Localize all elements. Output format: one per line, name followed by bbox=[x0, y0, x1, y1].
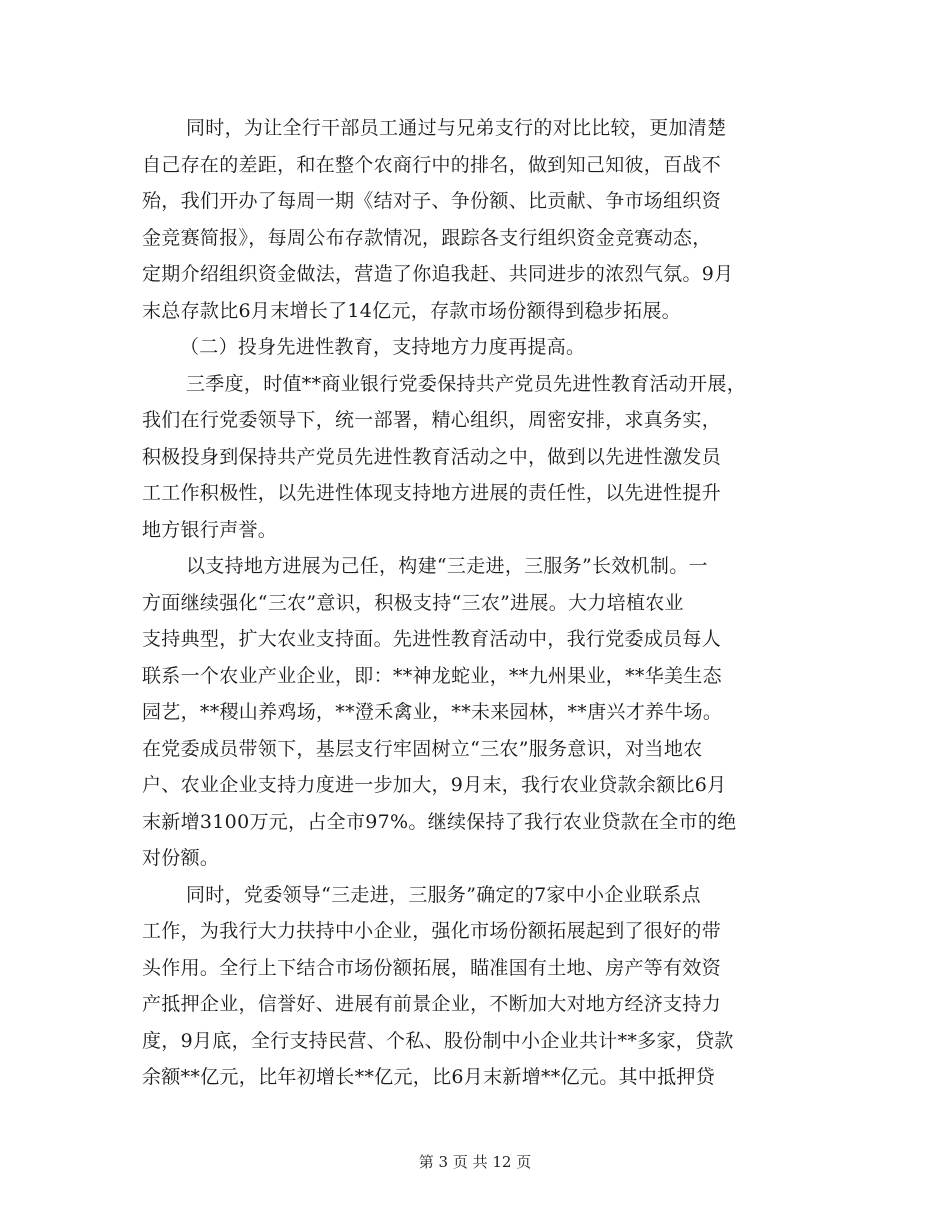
text-line: 自己存在的差距，和在整个农商行中的排名，做到知己知彼，百战不 bbox=[142, 153, 722, 176]
paragraph bbox=[142, 548, 804, 877]
text-line: 末总存款比6月末增长了14亿元，存款市场份额得到稳步拓展。 bbox=[142, 299, 681, 322]
text-line: 产抵押企业，信誉好、进展有前景企业，不断加大对地方经济支持力 bbox=[142, 993, 722, 1015]
text-line: 末新增3100万元，占全市97%。继续保持了我行农业贷款在全市的绝 bbox=[142, 810, 737, 833]
text-line: 支持典型，扩大农业支持面。先进性教育活动中，我行党委成员每人 bbox=[142, 628, 722, 650]
text-line: 联系一个农业产业企业，即：**神龙蛇业，**九州果业，**华美生态 bbox=[142, 664, 722, 687]
text-line: 以支持地方进展为己任，构建“三走进，三服务”长效机制。一 bbox=[186, 555, 708, 577]
text-line: 我们在行党委领导下，统一部署，精心组织，周密安排，求真务实， bbox=[142, 409, 722, 431]
text-line: 同时，为让全行干部员工通过与兄弟支行的对比比较，更加清楚 bbox=[186, 117, 727, 139]
section-heading bbox=[142, 329, 804, 366]
paragraph bbox=[142, 877, 804, 1096]
text-line: 头作用。全行上下结合市场份额拓展，瞄准国有土地、房产等有效资 bbox=[142, 956, 722, 979]
text-line: 工作，为我行大力扶持中小企业，强化市场份额拓展起到了很好的带 bbox=[142, 920, 722, 942]
text-line: 殆，我们开办了每周一期《结对子、争份额、比贡献、争市场组织资 bbox=[142, 190, 722, 212]
text-line: 对份额。 bbox=[142, 847, 220, 869]
text-line: 金竞赛简报》，每周公布存款情况，跟踪各支行组织资金竞赛动态， bbox=[142, 226, 712, 249]
text-line: 工工作积极性，以先进性体现支持地方进展的责任性，以先进性提升 bbox=[142, 482, 722, 504]
text-line: 度，9月底，全行支持民营、个私、股份制中小企业共计**多家，贷款 bbox=[142, 1029, 734, 1052]
paragraph bbox=[142, 366, 804, 549]
text-line: 户、农业企业支持力度进一步加大，9月末，我行农业贷款余额比6月 bbox=[142, 774, 727, 796]
text-line: 方面继续强化“三农”意识，积极支持“三农”进展。大力培植农业 bbox=[142, 591, 684, 614]
text-line: 余额**亿元，比年初增长**亿元，比6月末新增**亿元。其中抵押贷 bbox=[142, 1066, 715, 1088]
text-line: 积极投身到保持共产党员先进性教育活动之中，做到以先进性激发员 bbox=[142, 445, 722, 468]
page-footer: 第 3 页 共 12 页 bbox=[418, 1153, 532, 1171]
text-line: 同时，党委领导“三走进，三服务”确定的7家中小企业联系点 bbox=[186, 883, 701, 906]
paragraph bbox=[142, 110, 804, 329]
text-line: 三季度，时值**商业银行党委保持共产党员先进性教育活动开展， bbox=[186, 372, 747, 395]
body-text bbox=[142, 110, 804, 1096]
text-line: （二）投身先进性教育，支持地方力度再提高。 bbox=[180, 336, 586, 358]
text-line: 在党委成员带领下，基层支行牢固树立“三农”服务意识，对当地农 bbox=[142, 737, 703, 760]
text-line: 园艺，**稷山养鸡场，**澄禾禽业，**未来园林，**唐兴才养牛场。 bbox=[142, 701, 723, 723]
text-line: 地方银行声誉。 bbox=[142, 518, 278, 541]
text-line: 定期介绍组织资金做法，营造了你追我赶、共同进步的浓烈气氛。9月 bbox=[142, 263, 734, 285]
